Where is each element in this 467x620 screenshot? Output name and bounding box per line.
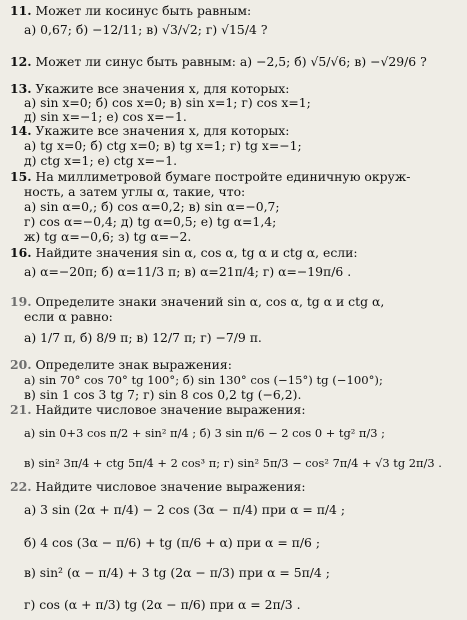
- problem-19-line-1: если α равно:: [24, 309, 113, 324]
- problem-21-line-1: а) sin 0+3 cos π/2 + sin² π/4 ; б) 3 sin π/6 − 2 cos 0 + tg² π/3 ;: [24, 426, 385, 440]
- problem-11-statement: [10, 4, 251, 18]
- problem-12-number: 12.: [10, 54, 32, 69]
- problem-14-line-1: а) tg x=0; б) ctg x=0; в) tg x=1; г) tg x=−1;: [24, 138, 302, 153]
- problem-16-line-1: а) α=−20π; б) α=11/3 π; в) α=21π/4; г) α=−19π/6 .: [24, 264, 352, 279]
- problem-22-line-1: а) 3 sin (2α + π/4) − 2 cos (3α − π/4) при α = π/4 ;: [24, 502, 346, 517]
- problem-11-options: а) 0,67; б) −12/11; в) √3/√2; г) √15/4 ?: [24, 22, 268, 37]
- problem-14-text: Укажите все значения x, для которых:: [35, 123, 290, 138]
- problem-21-number: 21.: [10, 402, 32, 417]
- problem-22-text: Найдите числовое значение выражения:: [35, 479, 306, 494]
- problem-15-line-2: а) sin α=0,; б) cos α=0,2; в) sin α=−0,7;: [24, 199, 280, 214]
- problem-21-text: Найдите числовое значение выражения:: [35, 402, 306, 417]
- problem-13-line-2: д) sin x=−1; е) cos x=−1.: [24, 109, 187, 124]
- problem-11-text: Может ли косинус быть равным:: [35, 3, 252, 18]
- problem-20-number: 20.: [10, 357, 32, 372]
- problem-13-line-1: а) sin x=0; б) cos x=0; в) sin x=1; г) cos x=1;: [24, 95, 311, 110]
- problem-19-statement: [10, 295, 384, 309]
- problem-20-line-2: в) sin 1 cos 3 tg 7; г) sin 8 cos 0,2 tg (−6,2).: [24, 387, 302, 402]
- problem-22-line-2: б) 4 cos (3α − π/6) + tg (π/6 + α) при α = π/6 ;: [24, 535, 321, 550]
- problem-16-statement: [10, 246, 358, 260]
- problem-15-statement: [10, 170, 410, 184]
- problem-14-line-2: д) ctg x=1; е) ctg x=−1.: [24, 153, 178, 168]
- problem-12-text: Может ли синус быть равным: а) −2,5; б) √5/√6; в) −√29/6 ?: [35, 54, 427, 69]
- problem-12-statement: [10, 55, 427, 69]
- problem-19-number: 19.: [10, 294, 32, 309]
- problem-19-line-2: а) 1/7 π, б) 8/9 π; в) 12/7 π; г) −7/9 π.: [24, 330, 262, 345]
- problem-14-statement: [10, 124, 289, 138]
- problem-15-line-4: ж) tg α=−0,6; з) tg α=−2.: [24, 229, 192, 244]
- problem-13-text: Укажите все значения x, для которых:: [35, 81, 290, 96]
- problem-19-text: Определите знаки значений sin α, cos α, tg α и ctg α,: [35, 294, 385, 309]
- problem-13-number: 13.: [10, 81, 32, 96]
- problem-22-statement: [10, 480, 306, 494]
- problem-11-number: 11.: [10, 3, 32, 18]
- problem-15-text: На миллиметровой бумаге постройте единичную окруж-: [35, 169, 411, 184]
- problem-14-number: 14.: [10, 123, 32, 138]
- problem-15-number: 15.: [10, 169, 32, 184]
- problem-22-line-3: в) sin² (α − π/4) + 3 tg (2α − π/3) при α = 5π/4 ;: [24, 565, 330, 580]
- problem-16-text: Найдите значения sin α, cos α, tg α и ctg α, если:: [35, 245, 358, 260]
- problem-21-line-2: в) sin² 3π/4 + ctg 5π/4 + 2 cos³ π; г) sin² 5π/3 − cos² 7π/4 + √3 tg 2π/3 .: [24, 456, 442, 470]
- problem-20-statement: [10, 358, 232, 372]
- problem-15-line-1: ность, а затем углы α, такие, что:: [24, 184, 246, 199]
- problem-22-number: 22.: [10, 479, 32, 494]
- problem-22-line-4: г) cos (α + π/3) tg (2α − π/6) при α = 2π/3 .: [24, 597, 301, 612]
- problem-20-text: Определите знак выражения:: [35, 357, 232, 372]
- problem-13-statement: [10, 82, 289, 96]
- problem-20-line-1: а) sin 70° cos 70° tg 100°; б) sin 130° cos (−15°) tg (−100°);: [24, 373, 383, 387]
- problem-21-statement: [10, 403, 306, 417]
- problem-15-line-3: г) cos α=−0,4; д) tg α=0,5; е) tg α=1,4;: [24, 214, 277, 229]
- problem-16-number: 16.: [10, 245, 32, 260]
